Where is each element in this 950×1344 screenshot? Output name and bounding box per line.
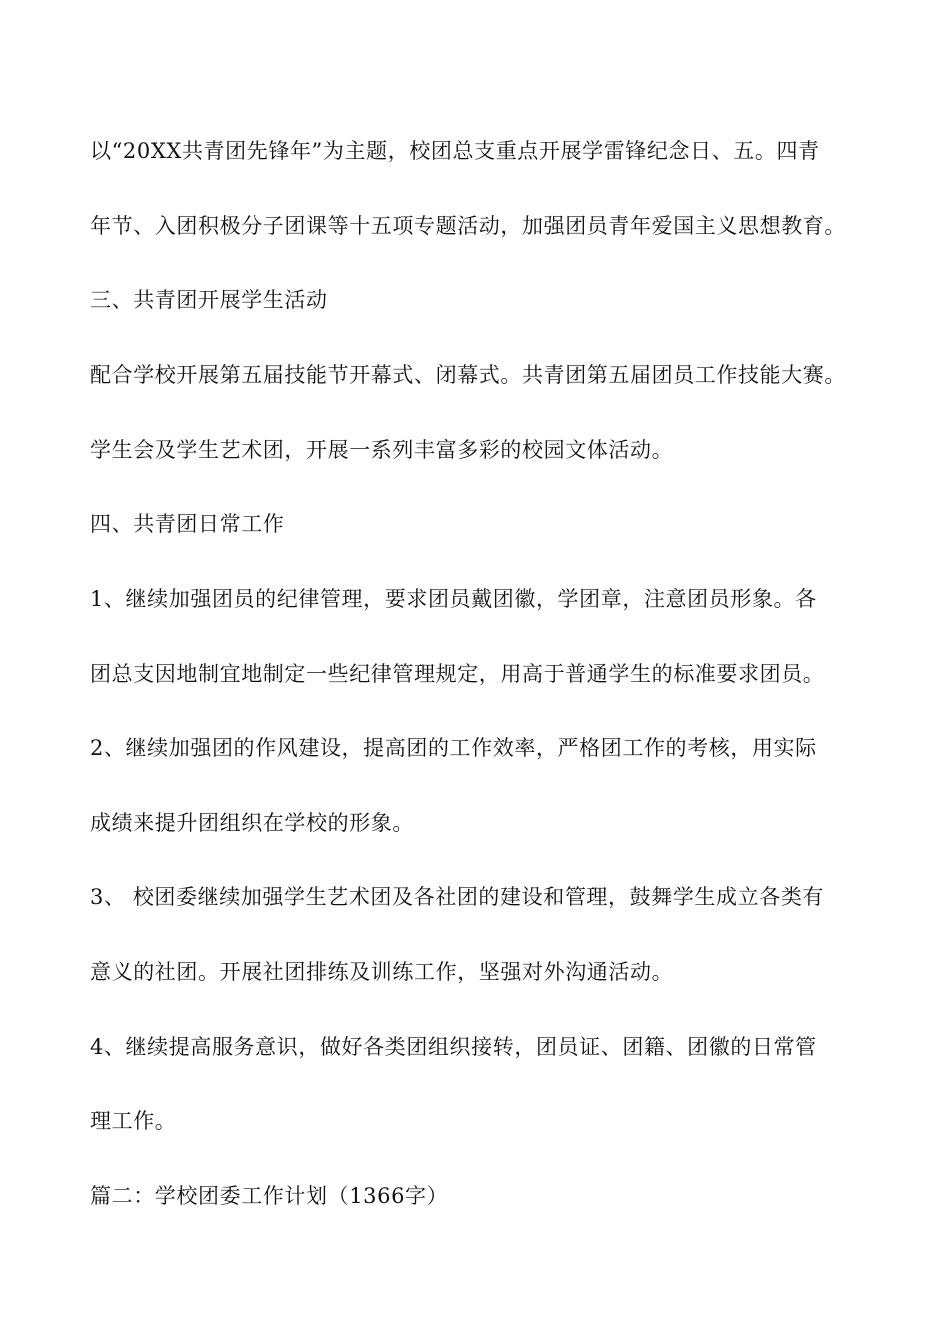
list-item-line: 1、继续加强团员的纪律管理，要求团员戴团徽，学团章，注意团员形象。各 bbox=[90, 587, 817, 611]
paragraph-line: 以“20XX共青团先锋年”为主题，校团总支重点开展学雷锋纪念日、五。四青 bbox=[90, 139, 820, 163]
list-item-line: 3、 校团委继续加强学生艺术团及各社团的建设和管理，鼓舞学生成立各类有 bbox=[90, 885, 825, 909]
list-item-line: 理工作。 bbox=[90, 1109, 177, 1133]
list-item-line: 团总支因地制宜地制定一些纪律管理规定，用高于普通学生的标准要求团员。 bbox=[90, 662, 825, 686]
list-item-line: 意义的社团。开展社团排练及训练工作，坚强对外沟通活动。 bbox=[90, 960, 674, 984]
list-item-line: 成绩来提升团组织在学校的形象。 bbox=[90, 811, 414, 835]
list-item-line: 4、继续提高服务意识，做好各类团组织接转，团员证、团籍、团徽的日常管 bbox=[90, 1035, 817, 1059]
paragraph-line: 学生会及学生艺术团，开展一系列丰富多彩的校园文体活动。 bbox=[90, 438, 674, 462]
section-heading: 三、共青团开展学生活动 bbox=[90, 288, 328, 312]
paragraph-line: 配合学校开展第五届技能节开幕式、闭幕式。共青团第五届团员工作技能大赛。 bbox=[90, 363, 846, 387]
paragraph-line: 年节、入团积极分子团课等十五项专题活动，加强团员青年爱国主义思想教育。 bbox=[90, 214, 846, 238]
section-heading: 篇二：学校团委工作计划（1366字） bbox=[90, 1184, 449, 1208]
section-heading: 四、共青团日常工作 bbox=[90, 512, 285, 536]
list-item-line: 2、继续加强团的作风建设，提高团的工作效率，严格团工作的考核，用实际 bbox=[90, 736, 817, 760]
